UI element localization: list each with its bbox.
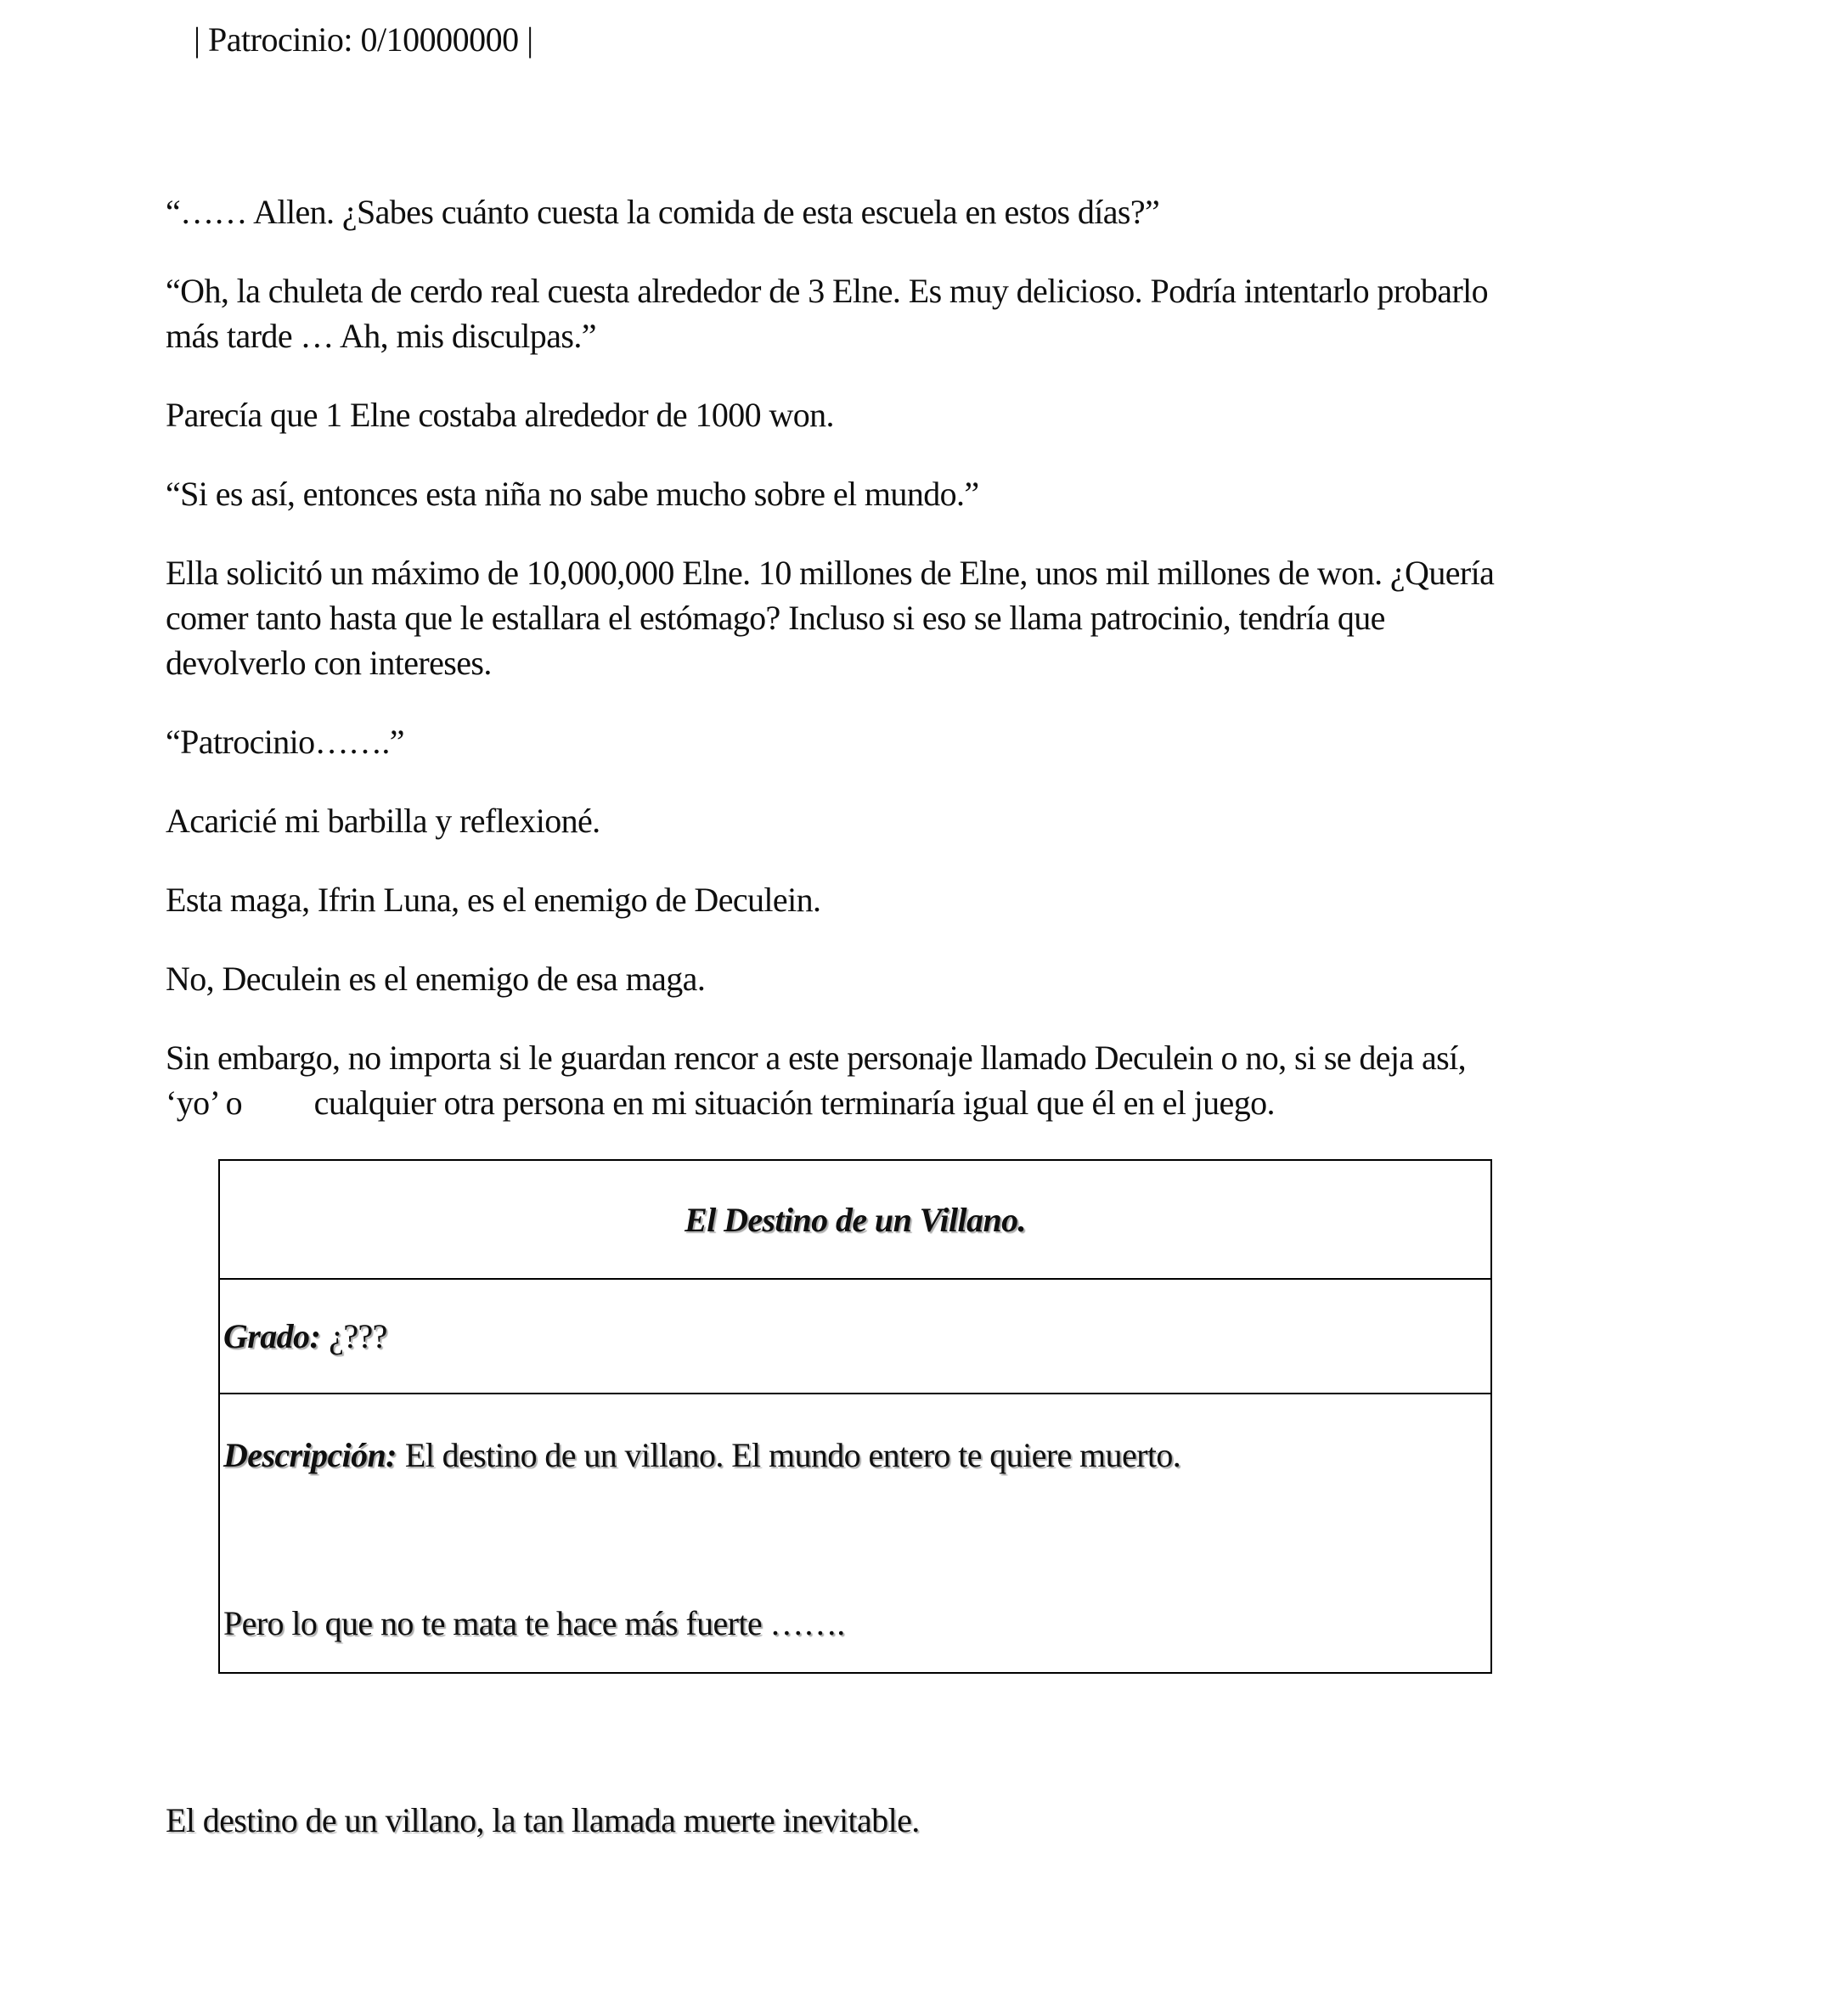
status-box-grade-cell [219, 1279, 1491, 1394]
sponsorship-status-line: | Patrocinio: 0/10000000 | [194, 20, 533, 59]
description-value: El destino de un villano. El mundo entero te quiere muerto. [404, 1436, 1181, 1474]
status-box-title: El Destino de un Villano. [219, 1160, 1491, 1279]
document-body [166, 189, 1524, 1843]
grade-value: ¿??? [329, 1317, 387, 1355]
paragraph-ifrin-enemy: Esta maga, Ifrin Luna, es el enemigo de Deculein. [166, 881, 821, 919]
status-box-description-cell [219, 1394, 1491, 1673]
description-label: Descripción: [223, 1436, 397, 1474]
paragraph-dialogue-nina: “Si es así, entonces esta niña no sabe mucho sobre el mundo.” [166, 475, 979, 513]
villain-fate-status-box [218, 1159, 1492, 1674]
status-box-title-row [219, 1160, 1491, 1279]
status-box-grade-row [219, 1279, 1491, 1394]
paragraph-deculein-enemy: No, Deculein es el enemigo de esa maga. [166, 960, 706, 998]
paragraph-inevitable-death: El destino de un villano, la tan llamada muerte inevitable. [166, 1801, 920, 1839]
paragraph-chin: Acaricié mi barbilla y reflexioné. [166, 802, 600, 840]
status-box-description-row [219, 1394, 1491, 1673]
paragraph-dialogue-allen: “…… Allen. ¿Sabes cuánto cuesta la comida de esta escuela en estos días?” [166, 193, 1160, 231]
paragraph-dialogue-porkchop: “Oh, la chuleta de cerdo real cuesta alrededor de 3 Elne. Es muy delicioso. Podría intentarlo probarlo más tarde … Ah, mis disculpas.” [166, 272, 1489, 355]
paragraph-sponsorship-amount: Ella solicitó un máximo de 10,000,000 Elne. 10 millones de Elne, unos mil millones de won. ¿Quería comer tanto hasta que le estallara el estómago? Incluso si eso se llama patrocinio, tendría que devolverlo con intereses. [166, 554, 1495, 682]
description-extra-line: Pero lo que no te mata te hace más fuerte ……. [223, 1604, 845, 1642]
paragraph-sin-embargo: Sin embargo, no importa si le guardan rencor a este personaje llamado Deculein o no, si se deja así, ‘yo’ o cualquier otra persona en mi situación terminaría igual que él en el juego. [166, 1039, 1466, 1122]
grade-label: Grado: [223, 1317, 321, 1355]
description-line [223, 1433, 1485, 1478]
paragraph-elne-value: Parecía que 1 Elne costaba alrededor de 1000 won. [166, 396, 834, 434]
paragraph-dialogue-patrocinio: “Patrocinio…….” [166, 723, 404, 761]
